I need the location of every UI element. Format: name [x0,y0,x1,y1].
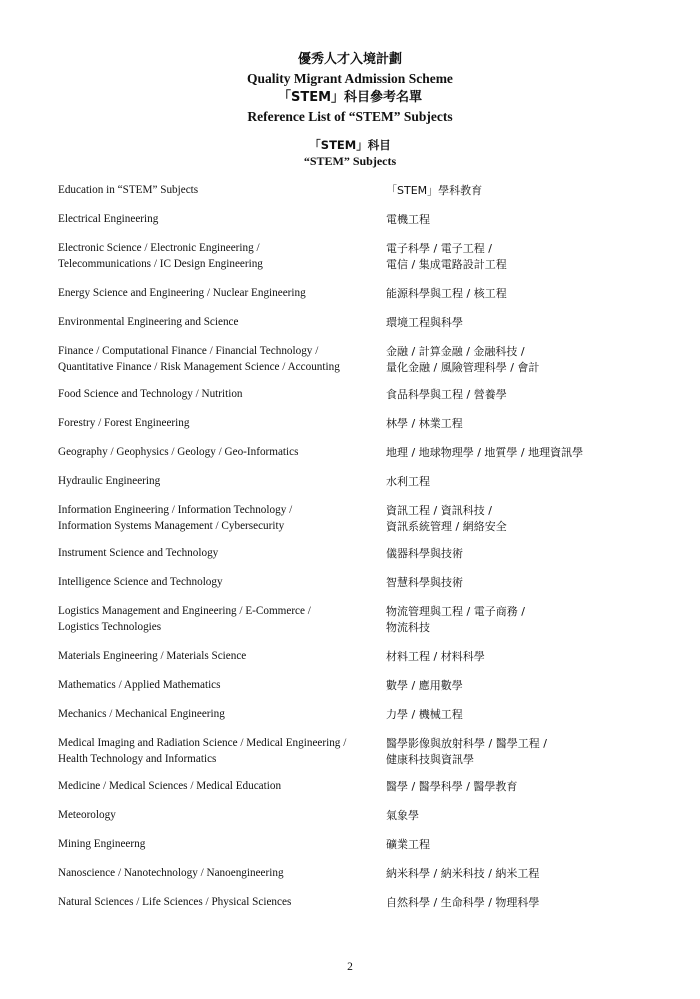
subject-name-zh-line: 能源科學與工程 / 核工程 [386,287,507,300]
subject-name-en [58,503,378,534]
subject-name-en [58,707,378,723]
subject-name-zh-line: 礦業工程 [386,838,430,851]
subject-name-en [58,286,378,302]
subject-name-en [58,212,378,228]
subject-name-en-line: Intelligence Science and Technology [58,576,223,588]
subject-name-zh [386,866,646,882]
subject-name-en-line: Finance / Computational Finance / Financial Technology / [58,345,319,357]
subject-name-zh-line: 醫學 / 醫學科學 / 醫學教育 [386,780,518,793]
subject-name-zh-line: 自然科學 / 生命科學 / 物理科學 [386,896,540,909]
subject-name-zh [386,344,646,375]
subject-name-en-line: Instrument Science and Technology [58,547,219,559]
subject-name-zh [386,546,646,562]
subject-name-en-line: Food Science and Technology / Nutrition [58,388,243,400]
subject-name-en [58,895,378,911]
subject-name-en [58,546,378,562]
subject-name-en-line: Environmental Engineering and Science [58,316,239,328]
subject-name-zh [386,212,646,228]
subject-name-en-line: Geography / Geophysics / Geology / Geo-Informatics [58,446,299,458]
subject-name-zh-line: 材料工程 / 材料科學 [386,650,485,663]
subject-name-en-line: Logistics Management and Engineering / E-Commerce / [58,605,311,617]
subject-name-en-line: Electrical Engineering [58,213,159,225]
subject-name-zh-line: 金融 / 計算金融 / 金融科技 / [386,345,525,358]
subject-name-zh-line: 林學 / 林業工程 [386,417,463,430]
subject-name-zh-line: 環境工程與科學 [386,316,463,329]
subject-name-zh [386,241,646,272]
section-heading [0,137,700,169]
section-heading-zh: 「STEM」科目 [309,138,391,152]
subject-name-zh [386,736,646,767]
subject-name-zh [386,315,646,331]
subject-name-zh-line: 儀器科學與技術 [386,547,463,560]
subject-name-en-line: Materials Engineering / Materials Science [58,650,247,662]
subject-name-zh-line: 氣象學 [386,809,419,822]
subject-name-en [58,866,378,882]
subject-name-zh-line: 食品科學與工程 / 營養學 [386,388,507,401]
title-zh: 優秀人才入境計劃 [297,52,402,67]
subject-name-en [58,241,378,272]
subject-name-zh-line: 量化金融 / 風險管理科學 / 會計 [386,360,540,374]
subject-name-zh [386,183,646,199]
subject-name-zh-line: 健康科技與資訊學 [386,752,474,766]
subject-name-zh [386,416,646,432]
subject-name-en-line: Health Technology and Informatics [58,752,217,765]
subject-name-zh [386,286,646,302]
subject-name-zh [386,445,646,461]
subject-name-en [58,315,378,331]
subject-name-en [58,387,378,403]
subject-name-en [58,649,378,665]
subject-name-zh [386,678,646,694]
subject-name-zh [386,837,646,853]
subject-name-en [58,837,378,853]
subject-name-zh [386,707,646,723]
subject-name-zh-line: 智慧科學與技術 [386,576,463,589]
subject-name-zh [386,808,646,824]
subject-name-zh [386,779,646,795]
page-number: 2 [347,961,353,973]
subject-name-zh [386,604,646,635]
subject-name-en-line: Mechanics / Mechanical Engineering [58,708,225,720]
subject-name-zh [386,474,646,490]
subject-name-en-line: Education in “STEM” Subjects [58,184,199,196]
subject-name-zh-line: 電機工程 [386,213,430,226]
subject-name-en [58,416,378,432]
subject-name-zh [386,575,646,591]
subject-name-en [58,445,378,461]
subject-name-en-line: Meteorology [58,809,116,821]
subject-name-en-line: Energy Science and Engineering / Nuclear Engineering [58,287,306,299]
subject-name-zh-line: 資訊系統管理 / 網絡安全 [386,519,507,533]
subtitle-zh: 「STEM」科目參考名單 [277,90,423,105]
subject-name-en [58,808,378,824]
subject-name-zh-line: 醫學影像與放射科學 / 醫學工程 / [386,737,547,750]
subject-name-en [58,779,378,795]
section-heading-en: “STEM” Subjects [303,154,397,168]
subject-name-en-line: Medicine / Medical Sciences / Medical Education [58,780,282,792]
subject-name-zh-line: 物流科技 [386,620,430,634]
subject-name-zh [386,503,646,534]
subject-name-zh [386,387,646,403]
subject-name-en-line: Information Engineering / Information Technology / [58,504,293,516]
subject-name-en-line: Mathematics / Applied Mathematics [58,679,221,691]
subject-name-en [58,575,378,591]
subject-name-zh-line: 地理 / 地球物理學 / 地質學 / 地理資訊學 [386,446,584,459]
subject-name-en-line: Nanoscience / Nanotechnology / Nanoengineering [58,867,284,879]
subject-name-zh-line: 數學 / 應用數學 [386,679,463,692]
subject-name-en [58,604,378,635]
subject-name-en [58,678,378,694]
subject-name-en-line: Forestry / Forest Engineering [58,417,190,429]
subject-name-en [58,344,378,375]
subject-name-en-line: Telecommunications / IC Design Engineering [58,257,263,270]
subject-name-en [58,474,378,490]
subject-name-en-line: Information Systems Management / Cybersecurity [58,519,285,532]
subject-name-zh-line: 力學 / 機械工程 [386,708,463,721]
subtitle-en: Reference List of “STEM” Subjects [247,109,453,124]
subject-name-zh-line: 資訊工程 / 資訊科技 / [386,504,492,517]
subject-name-zh-line: 電信 / 集成電路設計工程 [386,257,507,271]
subject-name-zh-line: 納米科學 / 納米科技 / 納米工程 [386,867,540,880]
subject-name-zh-line: 「STEM」學科教育 [386,184,483,197]
subject-name-en-line: Hydraulic Engineering [58,475,161,487]
title-en: Quality Migrant Admission Scheme [247,71,453,86]
subject-name-zh [386,895,646,911]
subject-name-en [58,736,378,767]
subject-name-en-line: Quantitative Finance / Risk Management Science / Accounting [58,360,340,373]
subject-name-zh-line: 電子科學 / 電子工程 / [386,242,492,255]
subject-name-zh-line: 物流管理與工程 / 電子商務 / [386,605,525,618]
subject-name-zh [386,649,646,665]
subject-name-en [58,183,378,199]
subject-name-en-line: Logistics Technologies [58,620,162,633]
subject-name-en-line: Natural Sciences / Life Sciences / Physical Sciences [58,896,292,908]
document-header [0,50,700,126]
subject-name-en-line: Medical Imaging and Radiation Science / Medical Engineering / [58,737,347,749]
subject-name-zh-line: 水利工程 [386,475,430,488]
subject-name-en-line: Electronic Science / Electronic Engineering / [58,242,260,254]
subject-name-en-line: Mining Engineerng [58,838,146,850]
